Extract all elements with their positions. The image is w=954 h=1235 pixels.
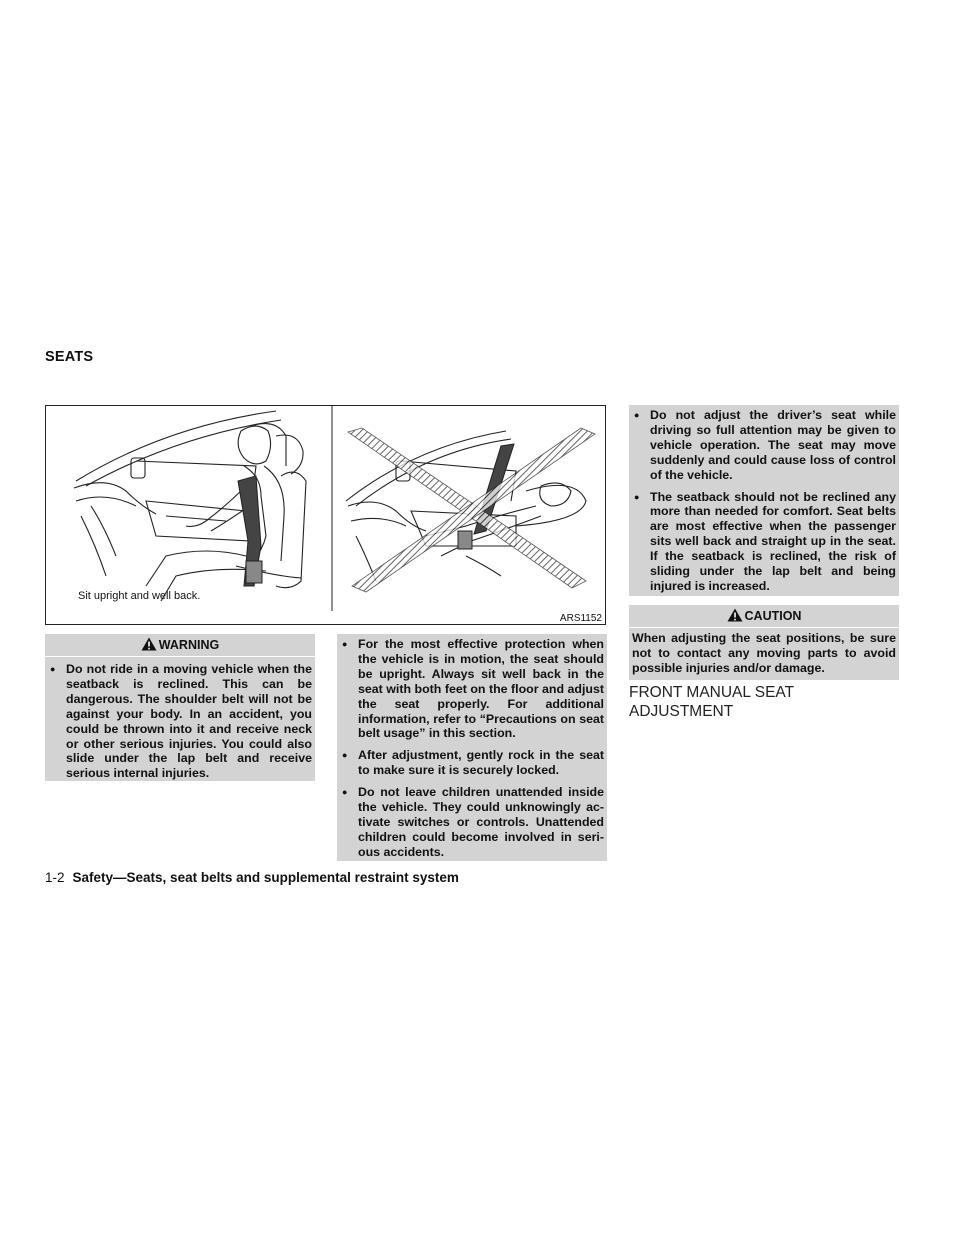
chapter-title: Safety—Seats, seat belts and supplemental restraint system (72, 870, 459, 885)
section-title: SEATS (45, 349, 94, 365)
caution-header-label: CAUTION (744, 609, 802, 623)
warning-box (45, 634, 315, 781)
warning-header-label: WARNING (158, 638, 220, 652)
subheading: FRONT MANUAL SEAT ADJUSTMENT (629, 684, 794, 720)
caution-header (629, 605, 899, 628)
warning-bullet: ● Do not ride in a moving vehicle when the seatback is reclined. This can be dangerous. The shoulder belt will not be against your body. In an accident, you could be thrown into it and receive neck or other serious injuries. You could also slide under the lap belt and receive serious internal injuries. (48, 662, 312, 781)
bullet-item: ● Do not adjust the driver’s seat while driving so full attention may be given to vehicle operation. The seat may move suddenly and could cause loss of control of the vehicle. (632, 408, 896, 483)
caution-box (629, 605, 899, 680)
figure-caption: Sit upright and well back. (78, 590, 201, 602)
bullet-item: ● After adjustment, gently rock in the seat to make sure it is securely locked. (340, 748, 604, 778)
figure-code: ARS1152 (559, 613, 602, 624)
seat-illustration (45, 405, 606, 625)
warning-triangle-icon (141, 637, 157, 651)
page-footer (45, 870, 459, 885)
warning-header (45, 634, 315, 657)
safety-bullets-middle (337, 634, 607, 861)
bullet-item: ● The seatback should not be reclined any more than needed for comfort. Seat belts are most effective when the passenger sits well back and straight up in the seat. If the seatback is reclined, the risk of sliding under the lap belt and being injured is increased. (632, 490, 896, 594)
safety-bullets-right (629, 405, 899, 596)
caution-text: When adjusting the seat positions, be sure not to contact any moving parts to avoid possible injuries and/or damage. (632, 631, 896, 675)
bullet-item: ● For the most effective protection when the vehicle is in motion, the seat should be upright. Always sit well back in the seat with both feet on the floor and adjust the seat properly. For additional information, refer to “Precautions on seat belt usage” in this section. (340, 637, 604, 741)
caution-triangle-icon (727, 608, 743, 622)
bullet-item: ● Do not leave children unattended inside the vehicle. They could unknowingly activate switches or controls. Unattended children could become involved in serious accidents. (340, 785, 604, 860)
page-number: 1-2 (45, 870, 65, 885)
